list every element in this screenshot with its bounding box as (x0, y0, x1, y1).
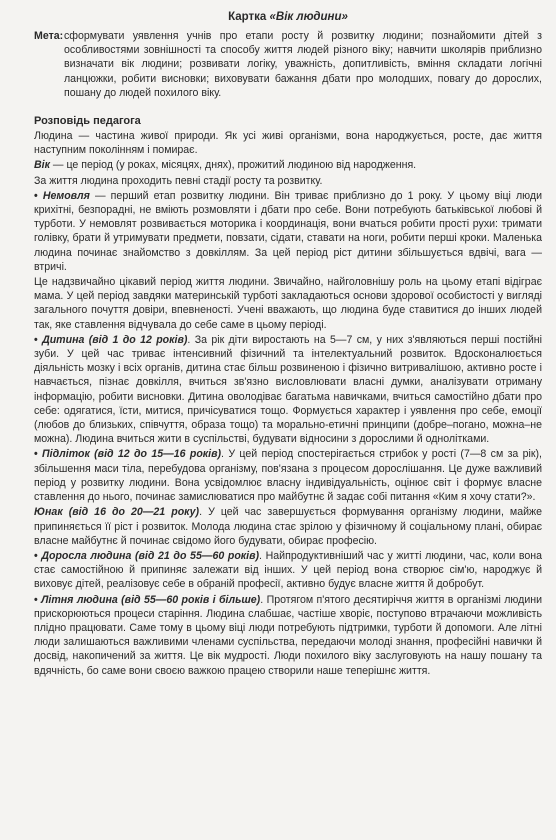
stage-text: . У цей період спостерігається стрибок у рості (7—8 см за рік), збільшення маси тіла, перебудова організму, пов'язана з процесом дорослішання. Це дуже важливий період у розвитку людини. Вона усвідомлює власну індивідуальність, оцінює світ і формує власне ставлення до нього, починає замислюватися про майбутнє й задає собі питання «Ким я хочу стати?». (34, 448, 543, 504)
age-definition (34, 158, 542, 172)
intro-paragraph: Людина — частина живої природи. Як усі живі організми, вона народжується, росте, дає життя наступним поколінням і помирає. (34, 130, 542, 157)
section-heading: Розповідь педагога (34, 115, 141, 128)
card-title-prefix: Картка (228, 11, 270, 23)
stage-elderly (34, 593, 542, 678)
stage-infant-extra: Це надзвичайно цікавий період життя людини. Звичайно, найголовнішу роль на цьому етапі відіграє мама. У цей період завдяки материнській турботі закладаються основи здорової особистості у вигляді загального почуття довіри, впевненості. Учені вважають, що людина буде ставитися до інших людей так, яке ставлення відчувала до себе саме в цьому періоді. (34, 276, 542, 331)
bullet-marker: • (34, 549, 42, 562)
card-title-name: «Вік людини» (269, 11, 348, 23)
stage-term: Доросла людина (від 21 до 55—60 років) (41, 549, 260, 562)
stage-teenager (34, 447, 542, 504)
bullet-marker: • (34, 593, 42, 606)
card-title (34, 10, 542, 25)
stage-text: . У цей час завершується формування організму людини, майже припиняється її ріст і розвиток. Молода людина стає зрілою у фізичному й соціальному плані, обирає власне майбутнє й починає свідомо його будувати, обирає професію. (34, 506, 542, 547)
stage-term: Дитина (від 1 до 12 років) (42, 333, 188, 346)
bullet-marker: • (34, 189, 43, 202)
age-definition-text: — це період (у роках, місяцях, днях), прожитий людиною від народження. (49, 159, 417, 172)
stages-intro: За життя людина проходить певні стадії росту та розвитку. (34, 174, 323, 187)
stage-term: Підліток (від 12 до 15—16 років) (42, 448, 222, 461)
stage-text: . Найпродуктивніший час у житті людини, час, коли вона стає самостійною й припиняє залежати від інших. У цей період вона створює сім'ю, народжує й виховує дітей, реалізовує себе в обраній професії, активно будує власне життя й добробут. (34, 549, 543, 591)
stage-youth (34, 505, 542, 548)
goal-label: Мета: (34, 30, 64, 42)
stage-term: Немовля (42, 189, 90, 202)
stage-infant (34, 189, 542, 274)
stage-adult (34, 549, 542, 592)
goal-block (34, 29, 542, 100)
stage-term: Юнак (від 16 до 20—21 року) (34, 506, 200, 519)
stage-child (34, 333, 542, 447)
stage-text: . За рік діти виростають на 5—7 см, у них з'являються перші постійні зуби. У цей час триває інтенсивний фізичний та інтелектуальний розвиток. Вдосконалюється діяльність мозку і всіх органів, дитина стає більш розвиненою і фізично витривалішою, активно росте і навчається, пізнає довкілля, вчиться зв'язно висловлювати власні думки, аналізувати отриману інформацію, робити висновки. Дитина оволодіває багатьма навичками, вчиться самостійно дбати про себе: одягатися, їсти, митися, причісуватися тощо. Формується характер і уявлення про себе, емоції (любов до близьких, співчуття, образа тощо) та морально-етичні принципи (добре–погано, можна–не можна). Людина вчиться жити в суспільстві, будувати відносини з дорослими й однолітками. (34, 333, 542, 446)
age-term: Вік (34, 159, 50, 172)
bullet-marker: • (34, 333, 43, 346)
stage-text: — перший етап розвитку людини. Він триває приблизно до 1 року. У цьому віці люди крихітні, безпорадні, не вміють розмовляти і дбати про себе. Вони потребують батьківської любові й турботи. У немовлят розвивається моторика і координація, вони вчаться робити прості рухи: тримати голівку, брати й утримувати предмети, повзати, сідати, ставати на ноги, робити перші кроки. Маленька людина починає знайомство з довкіллям. За цей період ріст дитини збільшується вдвічі, вага — втричі. (34, 189, 542, 273)
stage-term: Літня людина (від 55—60 років і більше) (41, 593, 261, 606)
bullet-marker: • (34, 448, 43, 461)
stage-text: . Протягом п'ятого десятиріччя життя в організмі людини прискорюються процеси старіння. Людина слабшає, частіше хворіє, поступово втрачаючи можливість плідно працювати. Саме тому в цьому віці люди потребують підтримки, турботи й допомоги. Але літні люди залишаються важливими членами суспільства, передаючи молоді знання, професійні навички й досвід, накопичений за життя. Це вік мудрості. Люди похилого віку заслуговують на нашу пошану та вдячність, бо саме вони своєю важкою працею створили наше теперішнє життя. (34, 593, 542, 677)
goal-text: сформувати уявлення учнів про етапи росту й розвитку людини; познайомити дітей з особливостями зовнішності та способу життя людей різного віку; навчити школярів приблизно визначати вік людини; розвивати логіку, уважність, допитливість, вміння складати логічні ланцюжки, робити висновки; виховувати бажання дбати про молодших, повагу до дорослих, пошану до людей похилого віку. (64, 30, 542, 99)
